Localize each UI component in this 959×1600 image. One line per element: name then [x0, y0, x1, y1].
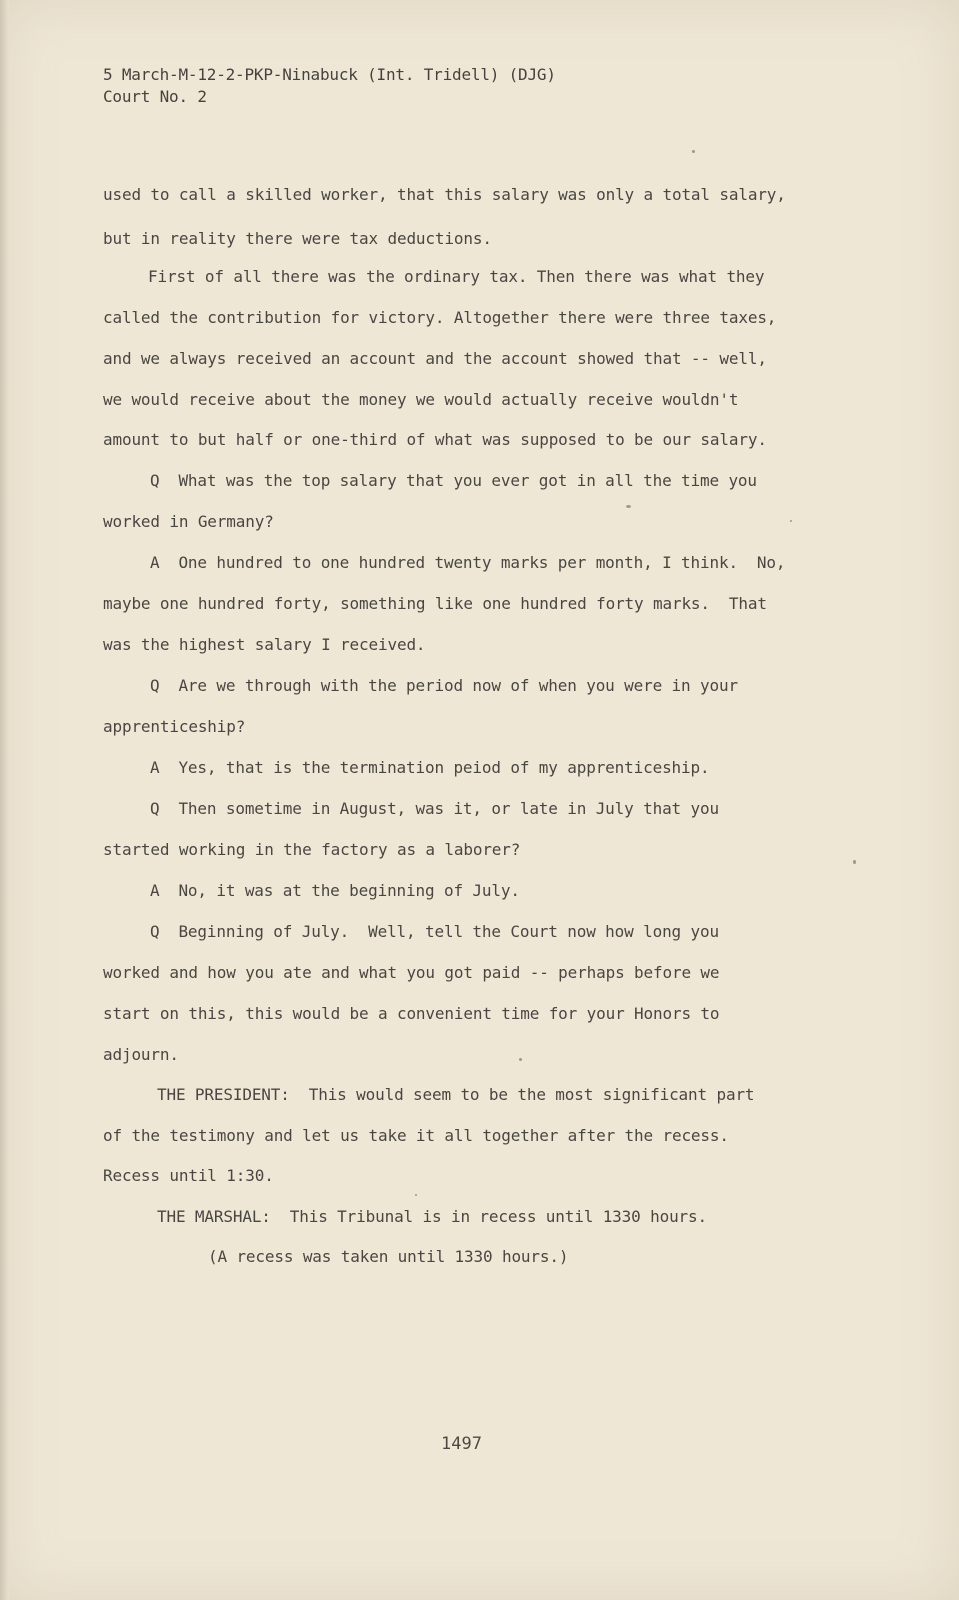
transcript-line: worked in Germany?: [103, 512, 274, 531]
transcript-line: adjourn.: [103, 1045, 179, 1064]
speaker-line-president: THE PRESIDENT: This would seem to be the most significant part: [157, 1085, 755, 1104]
speaker-line-marshal: THE MARSHAL: This Tribunal is in recess until 1330 hours.: [157, 1207, 708, 1226]
paper-speck: [626, 505, 631, 508]
question-line: Q What was the top salary that you ever got in all the time you: [150, 471, 757, 490]
paper-speck: [853, 860, 856, 864]
transcript-line: Recess until 1:30.: [103, 1166, 274, 1185]
page-number: 1497: [441, 1434, 482, 1454]
question-line: Q Beginning of July. Well, tell the Court now how long you: [150, 922, 719, 941]
header-court-number: Court No. 2: [103, 87, 207, 106]
transcript-line: used to call a skilled worker, that this salary was only a total salary,: [103, 185, 786, 204]
page-left-edge: [0, 0, 9, 1600]
transcript-line: was the highest salary I received.: [103, 635, 426, 654]
transcript-line: amount to but half or one-third of what was supposed to be our salary.: [103, 430, 767, 449]
transcript-line: started working in the factory as a laborer?: [103, 840, 521, 859]
transcript-line: worked and how you ate and what you got paid -- perhaps before we: [103, 963, 720, 982]
transcript-line: and we always received an account and the account showed that -- well,: [103, 349, 767, 368]
answer-line: A Yes, that is the termination peiod of my apprenticeship.: [150, 758, 710, 777]
transcript-line: apprenticeship?: [103, 717, 246, 736]
paper-speck: [415, 1194, 417, 1196]
document-header: [103, 64, 556, 108]
transcript-line: we would receive about the money we would actually receive wouldn't: [103, 390, 739, 409]
transcript-line: but in reality there were tax deductions.: [103, 229, 492, 248]
paper-speck: [692, 150, 695, 153]
paper-speck: [519, 1058, 522, 1061]
question-line: Q Then sometime in August, was it, or late in July that you: [150, 799, 719, 818]
question-line: Q Are we through with the period now of when you were in your: [150, 676, 738, 695]
answer-line: A One hundred to one hundred twenty marks per month, I think. No,: [150, 553, 786, 572]
recess-note: (A recess was taken until 1330 hours.): [208, 1247, 569, 1266]
transcript-line: First of all there was the ordinary tax. Then there was what they: [148, 267, 765, 286]
transcript-line: start on this, this would be a convenient time for your Honors to: [103, 1004, 720, 1023]
transcript-line: called the contribution for victory. Altogether there were three taxes,: [103, 308, 777, 327]
answer-line: A No, it was at the beginning of July.: [150, 881, 520, 900]
paper-speck: [790, 520, 792, 522]
transcript-line: maybe one hundred forty, something like one hundred forty marks. That: [103, 594, 767, 613]
transcript-line: of the testimony and let us take it all together after the recess.: [103, 1126, 729, 1145]
header-case-reference: 5 March-M-12-2-PKP-Ninabuck (Int. Tridell) (DJG): [103, 65, 556, 84]
